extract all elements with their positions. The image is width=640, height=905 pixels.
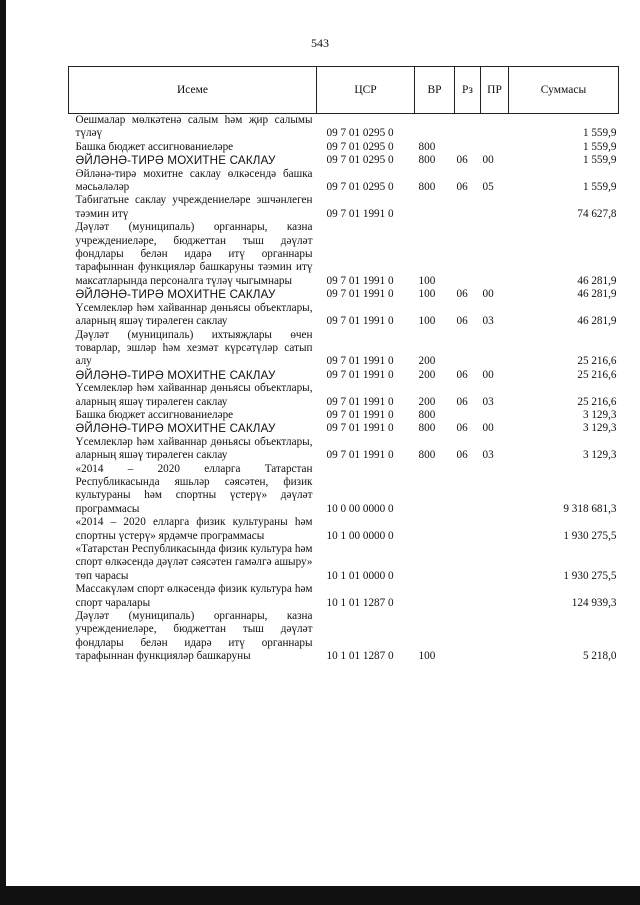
row-rz — [455, 114, 481, 141]
row-vr — [415, 114, 455, 141]
row-vr: 800 — [418, 140, 436, 153]
table-row — [69, 302, 619, 329]
row-csr: 09 7 01 1991 0 — [326, 395, 394, 408]
row-pr — [481, 516, 509, 543]
row-sum: 74 627,8 — [577, 207, 617, 220]
row-rz — [455, 463, 481, 517]
table-body — [69, 114, 619, 664]
row-name: Әйләнә-тирә мохитне саклау өлкәсендә башка мәсьәләләр — [75, 167, 313, 194]
row-sum: 9 318 681,3 — [563, 502, 617, 515]
row-vr: 100 — [418, 274, 436, 287]
row-sum: 3 129,3 — [582, 422, 617, 435]
row-vr: 800 — [418, 422, 436, 435]
row-vr — [415, 543, 455, 583]
scan-edge-bottom — [0, 886, 640, 905]
row-pr — [481, 583, 509, 610]
row-name: Үсемлекләр һәм хайваннар дөньясы объектлары, аларның яшәү тирәлеген саклау — [75, 301, 313, 328]
row-pr — [481, 409, 509, 422]
header-name: Исеме — [69, 67, 317, 114]
row-pr: 00 — [482, 154, 494, 167]
table-row — [69, 141, 619, 154]
row-pr: 03 — [482, 449, 494, 462]
table-row — [69, 463, 619, 517]
row-sum: 46 281,9 — [577, 288, 617, 301]
row-pr: 03 — [482, 315, 494, 328]
row-rz — [455, 516, 481, 543]
table-row — [69, 583, 619, 610]
row-sum: 25 216,6 — [577, 355, 617, 368]
row-rz — [455, 583, 481, 610]
row-csr: 10 1 01 0000 0 — [326, 569, 394, 582]
row-csr: 09 7 01 0295 0 — [326, 154, 394, 167]
row-sum: 1 930 275,5 — [563, 529, 617, 542]
row-name: «2014 – 2020 елларга физик культураны һәм спортны үстерү» ярдәмче программасы — [75, 516, 313, 542]
scan-edge-left — [0, 0, 6, 905]
row-vr — [415, 583, 455, 610]
row-pr — [481, 463, 509, 517]
row-name: Дәүләт (муниципаль) ихтыяҗлары өчен товарлар, эшләр һәм хезмәт күрсәтүләр сатып алу — [75, 328, 313, 368]
row-name: Табигатьне саклау учреждениеләре эшчәнлеген тәэмин итү — [75, 194, 313, 220]
row-name: Үсемлекләр һәм хайваннар дөньясы объектлары, аларның яшәү тирәлеген саклау — [75, 435, 313, 462]
row-csr: 09 7 01 1991 0 — [326, 274, 394, 287]
row-vr: 800 — [418, 154, 436, 167]
row-rz — [455, 221, 481, 288]
table-row — [69, 329, 619, 369]
row-name: ӘЙЛӘНӘ-ТИРӘ МОХИТНЕ САКЛАУ — [75, 154, 276, 168]
row-rz: 06 — [456, 181, 468, 194]
row-csr: 09 7 01 1991 0 — [326, 408, 394, 421]
row-csr: 10 1 00 0000 0 — [326, 529, 394, 542]
row-name: Башка бюджет ассигнованиеләре — [75, 408, 234, 421]
table-row — [69, 221, 619, 288]
budget-table-wrapper — [68, 66, 618, 664]
row-pr: 03 — [482, 395, 494, 408]
row-pr — [481, 114, 509, 141]
row-vr: 200 — [418, 395, 436, 408]
row-sum: 25 216,6 — [577, 395, 617, 408]
header-vr: ВР — [415, 67, 455, 114]
row-vr: 800 — [418, 408, 436, 421]
row-sum: 1 559,9 — [582, 127, 617, 140]
row-name: «Татарстан Республикасында физик культура һәм спорт өлкәсендә дәүләт сәясәтен гамәлгә ашыру» төп чарасы — [75, 543, 313, 582]
row-rz — [455, 543, 481, 583]
row-name: ӘЙЛӘНӘ-ТИРӘ МОХИТНЕ САКЛАУ — [75, 368, 276, 382]
row-csr: 09 7 01 1991 0 — [326, 288, 394, 301]
row-rz — [455, 409, 481, 422]
row-vr — [415, 463, 455, 517]
row-pr: 00 — [482, 368, 494, 381]
table-row — [69, 114, 619, 141]
table-row — [69, 516, 619, 543]
row-vr — [415, 194, 455, 221]
row-sum: 25 216,6 — [577, 368, 617, 381]
table-row — [69, 154, 619, 167]
row-csr: 09 7 01 1991 0 — [326, 368, 394, 381]
row-sum: 124 939,3 — [571, 596, 617, 609]
row-name: Башка бюджет ассигнованиеләре — [75, 140, 234, 153]
row-pr: 00 — [482, 422, 494, 435]
row-rz: 06 — [456, 154, 468, 167]
row-name: Дәүләт (муниципаль) органнары, казна учреждениеләре, бюджеттан тыш дәүләт фондлары белән идарә итү органнары тарафыннан функцияләр башкаруны — [75, 610, 313, 663]
row-csr: 09 7 01 1991 0 — [326, 207, 394, 220]
row-pr — [481, 329, 509, 369]
row-rz — [455, 329, 481, 369]
row-sum: 46 281,9 — [577, 274, 617, 287]
table-row — [69, 436, 619, 463]
row-sum: 3 129,3 — [582, 449, 617, 462]
row-sum: 1 930 275,5 — [563, 569, 617, 582]
row-csr: 09 7 01 1991 0 — [326, 355, 394, 368]
table-row — [69, 422, 619, 435]
header-pr: ПР — [481, 67, 509, 114]
row-name: ӘЙЛӘНӘ-ТИРӘ МОХИТНЕ САКЛАУ — [75, 288, 276, 302]
row-rz: 06 — [456, 315, 468, 328]
row-csr: 09 7 01 0295 0 — [326, 140, 394, 153]
row-sum: 5 218,0 — [582, 650, 617, 663]
row-csr: 10 0 00 0000 0 — [326, 502, 394, 515]
row-vr: 100 — [418, 315, 436, 328]
row-rz — [455, 141, 481, 154]
row-pr — [481, 194, 509, 221]
row-sum: 1 559,9 — [582, 140, 617, 153]
row-vr: 100 — [418, 650, 436, 663]
row-vr: 100 — [418, 288, 436, 301]
row-vr: 200 — [418, 368, 436, 381]
header-csr: ЦСР — [317, 67, 415, 114]
table-header — [69, 67, 619, 114]
table-row — [69, 369, 619, 382]
table-row — [69, 168, 619, 195]
row-csr: 09 7 01 1991 0 — [326, 449, 394, 462]
row-rz: 06 — [456, 288, 468, 301]
row-csr: 09 7 01 1991 0 — [326, 315, 394, 328]
row-pr — [481, 141, 509, 154]
page-number: 543 — [311, 36, 329, 50]
row-pr — [481, 543, 509, 583]
row-vr: 800 — [418, 449, 436, 462]
row-name: Массакүләм спорт өлкәсендә физик культура һәм спорт чаралары — [75, 583, 313, 609]
row-csr: 09 7 01 0295 0 — [326, 181, 394, 194]
row-rz — [455, 194, 481, 221]
row-name: Үсемлекләр һәм хайваннар дөньясы объектлары, аларның яшәү тирәлеген саклау — [75, 382, 313, 408]
row-rz: 06 — [456, 395, 468, 408]
table-row — [69, 610, 619, 664]
header-sum: Суммасы — [509, 67, 619, 114]
row-csr: 09 7 01 1991 0 — [326, 422, 394, 435]
table-row — [69, 409, 619, 422]
row-name: Дәүләт (муниципаль) органнары, казна учреждениеләре, бюджеттан тыш дәүләт фондлары белән идарә итү органнары тарафыннан функцияләр башкаруны тәэмин итү максатларында персоналга түләү чыгымнары — [75, 221, 313, 287]
table-row — [69, 543, 619, 583]
row-vr: 200 — [418, 355, 436, 368]
row-rz — [455, 610, 481, 664]
row-rz: 06 — [456, 422, 468, 435]
table-row — [69, 194, 619, 221]
row-pr — [481, 221, 509, 288]
row-vr — [415, 516, 455, 543]
row-sum: 46 281,9 — [577, 315, 617, 328]
row-sum: 3 129,3 — [582, 408, 617, 421]
row-name: «2014 – 2020 елларга Татарстан Республикасында яшьләр сәясәтен, физик культураны һәм спортны үстерү» дәүләт программасы — [75, 462, 313, 515]
row-name: ӘЙЛӘНӘ-ТИРӘ МОХИТНЕ САКЛАУ — [75, 422, 276, 436]
row-pr: 00 — [482, 288, 494, 301]
row-name: Оешмалар мөлкәтенә салым һәм җир салымы түләү — [75, 114, 313, 140]
row-rz: 06 — [456, 368, 468, 381]
table-row — [69, 382, 619, 409]
row-pr — [481, 610, 509, 664]
budget-table — [68, 66, 619, 664]
row-sum: 1 559,9 — [582, 181, 617, 194]
row-csr: 10 1 01 1287 0 — [326, 650, 394, 663]
row-rz: 06 — [456, 449, 468, 462]
header-rz: Рз — [455, 67, 481, 114]
row-csr: 09 7 01 0295 0 — [326, 127, 394, 140]
row-sum: 1 559,9 — [582, 154, 617, 167]
row-csr: 10 1 01 1287 0 — [326, 596, 394, 609]
row-vr: 800 — [418, 181, 436, 194]
table-row — [69, 288, 619, 301]
row-pr: 05 — [482, 181, 494, 194]
